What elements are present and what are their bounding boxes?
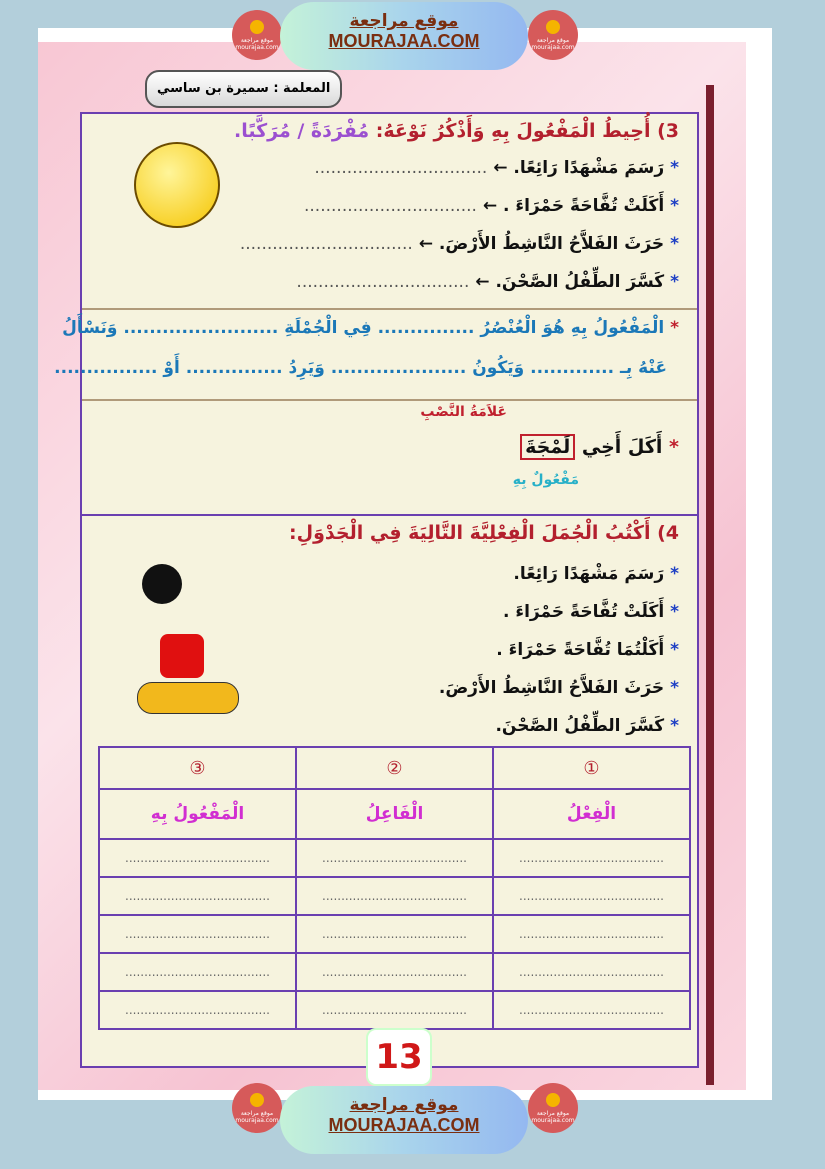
q3-item: * حَرَثَ الفَلاَّحُ النَّاشِطُ الأَرْضَ. ← ................................ (239, 234, 679, 254)
answer-cell[interactable]: ...................................... (296, 953, 493, 991)
answer-cell[interactable]: ...................................... (99, 915, 296, 953)
table-row (99, 839, 690, 877)
site-logo-icon: موقع مراجعة mourajaa.com (232, 10, 282, 60)
answer-cell[interactable]: ...................................... (493, 991, 690, 1029)
answer-cell[interactable]: ...................................... (99, 877, 296, 915)
answer-blank[interactable]: ................................ (239, 234, 413, 254)
q4-item: * أَكَلْتُمَا تُفَّاحَةً حَمْرَاءَ . (496, 640, 679, 660)
site-logo-icon: موقع مراجعة mourajaa.com (232, 1083, 282, 1133)
page-number: 13 (366, 1028, 432, 1086)
answer-cell[interactable]: ...................................... (296, 991, 493, 1029)
q3-item: * أَكَلَتْ تُفَّاحَةً حَمْرَاءَ . ← ................................ (304, 196, 679, 216)
q4-item: * أَكَلَتْ تُفَّاحَةً حَمْرَاءَ . (503, 602, 679, 622)
answer-cell[interactable]: ...................................... (493, 839, 690, 877)
q3-item: * كَسَّرَ الطِّفْلُ الصَّحْنَ. ← ................................ (296, 272, 679, 292)
header-object: الْمَفْعُولُ بِهِ (99, 789, 296, 839)
answer-cell[interactable]: ...................................... (296, 877, 493, 915)
object-box: لَمْجَةَ (520, 434, 575, 460)
page-edge (706, 85, 714, 1085)
rule-line-1: * الْمَفْعُولُ بِهِ هُوَ الْعُنْصُرُ ............... فِي الْجُمْلَةِ ........................ وَنَسْأَلُ (62, 318, 679, 338)
q4-title: 4) أَكْتُبُ الْجُمَلَ الْفِعْلِيَّةَ التَّالِيَةَ فِي الْجَدْوَلِ: (289, 522, 679, 544)
q4-item: * رَسَمَ مَشْهَدًا رَائِعًا. (513, 564, 679, 584)
site-logo-icon: موقع مراجعة mourajaa.com (528, 10, 578, 60)
rule-line-2: عَنْهُ بِـ ............. وَيَكُونُ ..................... وَيَرِدُ ............... أَوْ ................ (54, 358, 667, 378)
answer-cell[interactable]: ...................................... (296, 915, 493, 953)
answer-cell[interactable]: ...................................... (493, 953, 690, 991)
answer-cell[interactable]: ...................................... (99, 953, 296, 991)
answer-blank[interactable]: ................................ (296, 272, 470, 292)
worksheet-panel (54, 112, 699, 1068)
example-sentence: * أَكَلَ أَخِي لَمْجَةَ (520, 436, 679, 458)
q3-title: 3) أُحِيطُ الْمَفْعُولَ بِهِ وَأَذْكُرُ نَوْعَهُ: مُفْرَدَةً / مُرَكَّبًا. (234, 120, 679, 142)
q4-item: * كَسَّرَ الطِّفْلُ الصَّحْنَ. (495, 716, 679, 736)
header-verb: الْفِعْلُ (493, 789, 690, 839)
sign-label: عَلاَمَةُ النَّصْبِ (420, 404, 507, 420)
answer-cell[interactable]: ...................................... (493, 915, 690, 953)
answer-table: ③ ② ① الْمَفْعُولُ بِهِ الْفَاعِلُ الْفِعْلُ ...................................... ...................................... ...................................... ...................................... ...................................... ...................................... ...................................... ...................................... ...................................... ...................................... ...................................... ...................................... ...................................... ...................................... ...................................... (98, 746, 691, 1030)
answer-blank[interactable]: ................................ (314, 158, 488, 178)
mickey-icon (112, 554, 232, 714)
answer-cell[interactable]: ...................................... (296, 839, 493, 877)
table-row (99, 877, 690, 915)
table-row (99, 991, 690, 1029)
site-banner-bottom[interactable]: موقع مراجعة MOURAJAA.COM (280, 1086, 528, 1154)
answer-cell[interactable]: ...................................... (493, 877, 690, 915)
table-row (99, 953, 690, 991)
q3-item: * رَسَمَ مَشْهَدًا رَائِعًا. ← ................................ (314, 158, 679, 178)
site-logo-icon: موقع مراجعة mourajaa.com (528, 1083, 578, 1133)
smiley-icon (134, 142, 220, 228)
q4-item: * حَرَثَ الفَلاَّحُ النَّاشِطُ الأَرْضَ. (438, 678, 679, 698)
header-subject: الْفَاعِلُ (296, 789, 493, 839)
object-label: مَفْعُولٌ بِهِ (512, 472, 579, 488)
table-row (99, 915, 690, 953)
answer-cell[interactable]: ...................................... (99, 991, 296, 1029)
teacher-name: المعلمة : سميرة بن ساسي (145, 70, 342, 108)
site-banner-top[interactable]: موقع مراجعة MOURAJAA.COM (280, 2, 528, 70)
answer-cell[interactable]: ...................................... (99, 839, 296, 877)
answer-blank[interactable]: ................................ (304, 196, 477, 216)
